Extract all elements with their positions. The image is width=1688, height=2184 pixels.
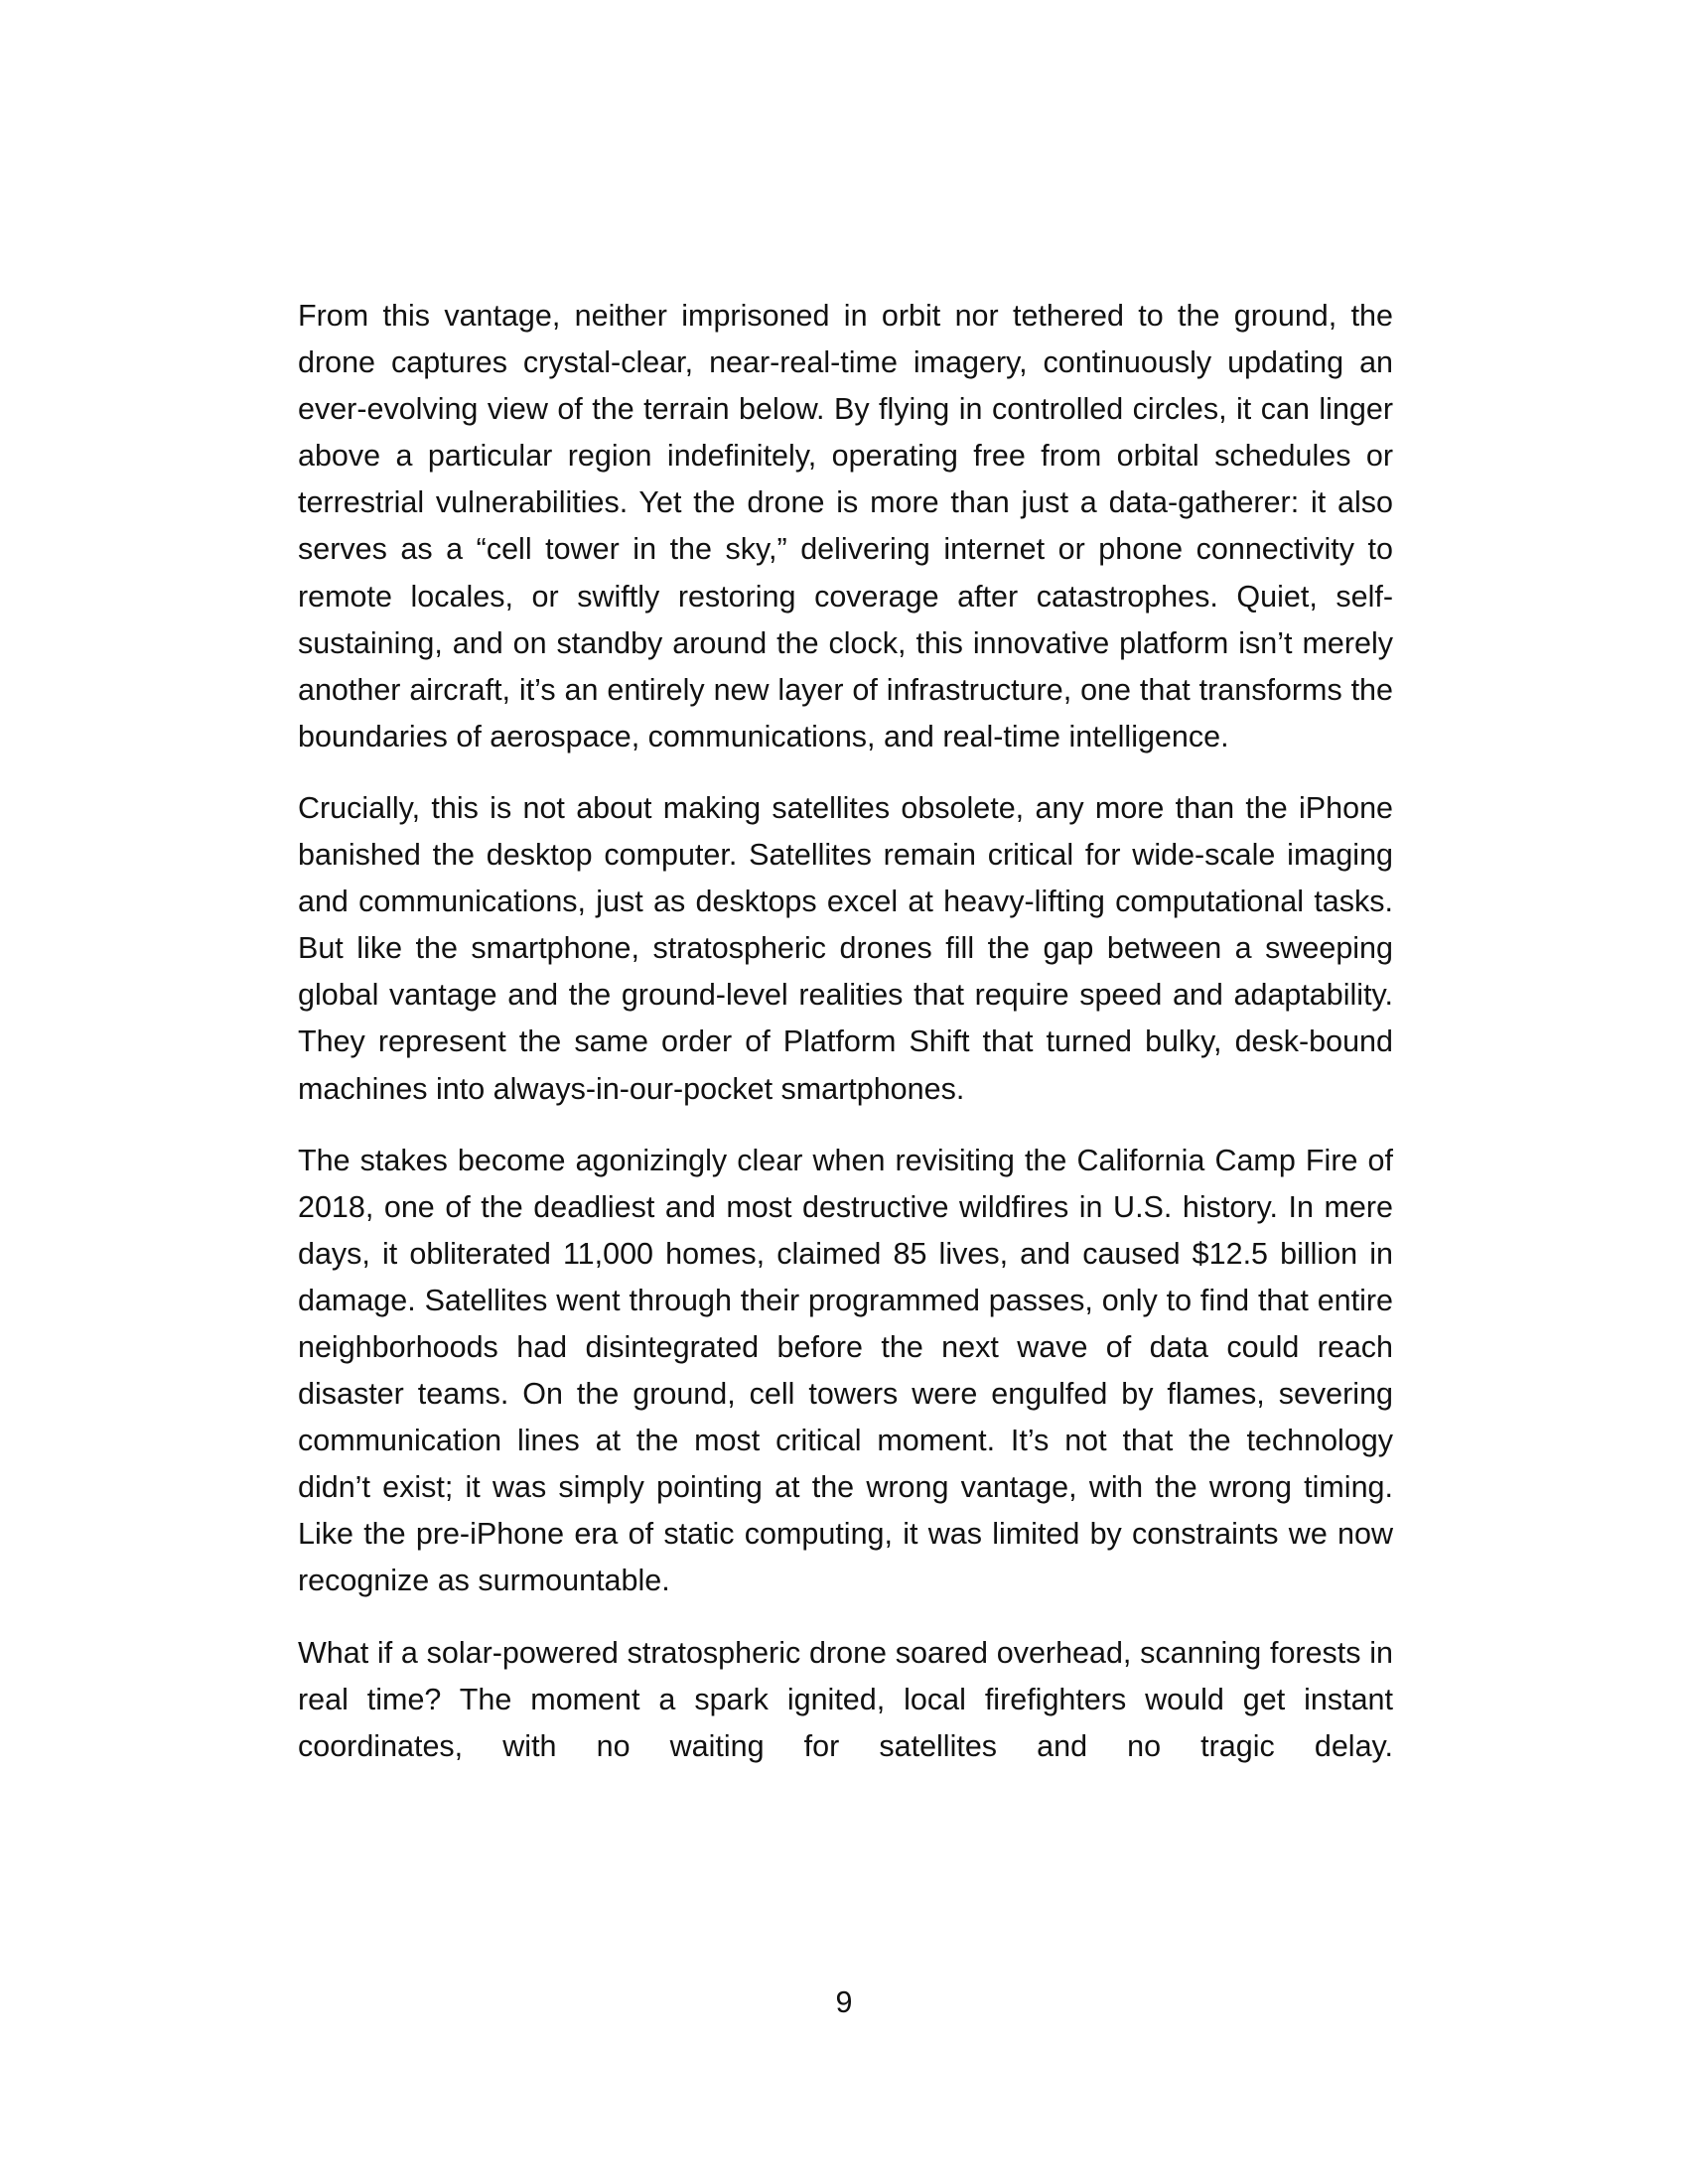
paragraph-satellites: Crucially, this is not about making satellites obsolete, any more than the iPhone banished the desktop computer. Satellites remain critical for wide-scale imaging and communications, just as desktops excel at heavy-lifting computational tasks. But like the smartphone, stratospheric drones fill the gap between a sweeping global vantage and the ground-level realities that require speed and adaptability. They represent the same order of Platform Shift that turned bulky, desk-bound machines into always-in-our-pocket smartphones.: [298, 790, 1393, 1106]
body-text: [298, 293, 1393, 1770]
paragraph-what-if: What if a solar-powered stratospheric drone soared overhead, scanning forests in real time? The moment a spark ignited, local firefighters would get instant coordinates, with no waiting for satellites and no tragic delay.: [298, 1635, 1393, 1763]
paragraph-vantage: From this vantage, neither imprisoned in orbit nor tethered to the ground, the drone captures crystal-clear, near-real-time imagery, continuously updating an ever-evolving view of the terrain below. By flying in controlled circles, it can linger above a particular region indefinitely, operating free from orbital schedules or terrestrial vulnerabilities. Yet the drone is more than just a data-gatherer: it also serves as a “cell tower in the sky,” delivering internet or phone connectivity to remote locales, or swiftly restoring coverage after catastrophes. Quiet, self-sustaining, and on standby around the clock, this innovative platform isn’t merely another aircraft, it’s an entirely new layer of infrastructure, one that transforms the boundaries of aerospace, communications, and real-time intelligence.: [298, 299, 1393, 753]
page-number: 9: [835, 1985, 853, 2019]
paragraph-camp-fire: The stakes become agonizingly clear when revisiting the California Camp Fire of 2018, one of the deadliest and most destructive wildfires in U.S. history. In mere days, it obliterated 11,000 homes, claimed 85 lives, and caused $12.5 billion in damage. Satellites went through their programmed passes, only to find that entire neighborhoods had disintegrated before the next wave of data could reach disaster teams. On the ground, cell towers were engulfed by flames, severing communication lines at the most critical moment. It’s not that the technology didn’t exist; it was simply pointing at the wrong vantage, with the wrong timing. Like the pre-iPhone era of static computing, it was limited by constraints we now recognize as surmountable.: [298, 1143, 1393, 1598]
